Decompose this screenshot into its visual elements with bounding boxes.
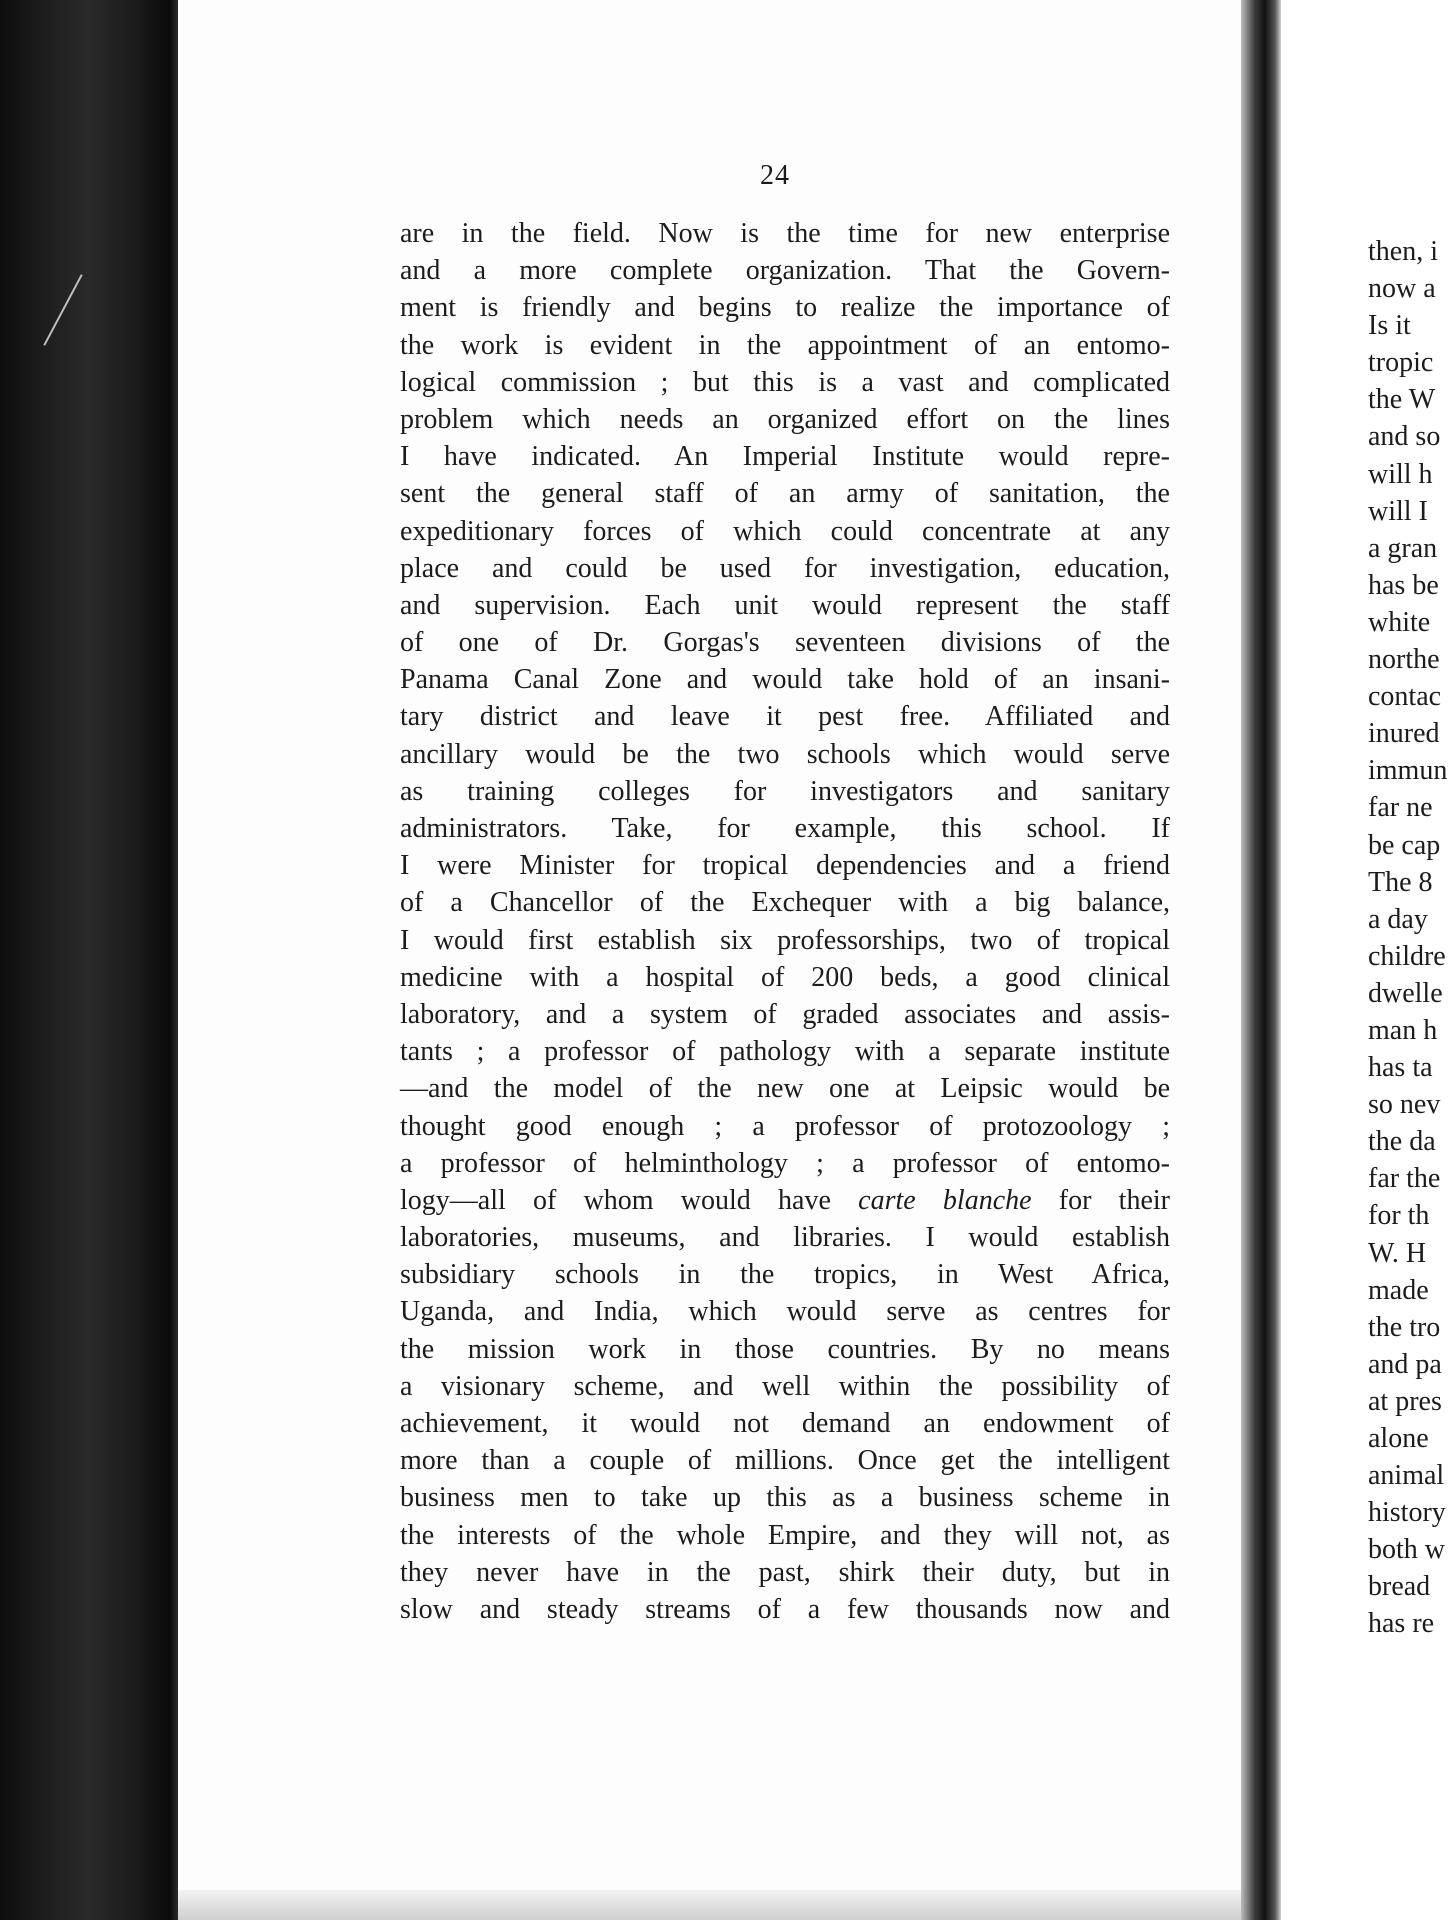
text-line: far ne [1368,792,1433,824]
italic-phrase: carte blanche [858,1184,1032,1216]
text-line: at pres [1368,1385,1442,1417]
text-line: has ta [1368,1052,1433,1084]
text-line: ment is friendly and begins to realize the importance of [400,292,1170,324]
text-line: contac [1368,681,1442,713]
text-line: animal [1368,1460,1445,1492]
text-line: dwelle [1368,977,1443,1009]
text-span: logy—all of whom would have [400,1184,859,1216]
text-line: a professor of helminthology ; a professor of entomo- [400,1147,1170,1179]
text-line: logical commission ; but this is a vast and complicated [400,366,1170,398]
text-line: inured [1368,718,1440,750]
text-line: will h [1368,458,1433,490]
text-line: medicine with a hospital of 200 beds, a good clinical [400,961,1170,993]
text-line: tants ; a professor of pathology with a separate institute [400,1036,1170,1068]
text-line: laboratory, and a system of graded associates and assis- [400,998,1170,1030]
text-line: as training colleges for investigators and sanitary [400,775,1170,807]
right-page-body-text [1368,233,1448,1643]
text-line: the mission work in those countries. By no means [400,1333,1170,1365]
page-gutter [1241,0,1281,1920]
page-bottom-edge [178,1890,1241,1920]
text-line: now a [1368,273,1436,305]
text-line: and so [1368,421,1441,453]
text-line: Is it [1368,310,1411,342]
text-line: more than a couple of millions. Once get the intelligent [400,1445,1170,1477]
text-line: and pa [1368,1348,1442,1380]
book-binding [0,0,178,1920]
text-line: I would first establish six professorships, two of tropical [400,924,1170,956]
text-line: administrators. Take, for example, this school. If [400,813,1170,844]
text-line: a gran [1368,532,1438,564]
text-line: place and could be used for investigation, education, [400,552,1170,584]
text-line: white [1368,606,1431,638]
text-line: immun [1368,755,1448,787]
text-line: for th [1368,1200,1430,1232]
text-line [400,1182,1170,1219]
text-line: a visionary scheme, and well within the possibility of [400,1370,1170,1402]
text-line: are in the field. Now is the time for new enterprise [400,218,1170,249]
text-span: for their [1031,1184,1170,1216]
text-line: they never have in the past, shirk their duty, but in [400,1556,1170,1588]
text-line: bread [1368,1571,1431,1603]
text-line: man h [1368,1014,1438,1046]
text-line: tropic [1368,347,1434,379]
text-line: then, i [1368,236,1438,267]
text-line: history [1368,1497,1446,1529]
text-line: expeditionary forces of which could concentrate at any [400,515,1170,547]
text-line: achievement, it would not demand an endowment of [400,1408,1170,1439]
text-line: made [1368,1274,1429,1306]
text-line: a day [1368,903,1428,935]
text-line: both w [1368,1534,1445,1566]
text-line: subsidiary schools in the tropics, in West Africa, [400,1259,1170,1291]
text-line: the work is evident in the appointment of an entomo- [400,329,1170,361]
text-line: the da [1368,1126,1436,1158]
text-line: ancillary would be the two schools which would serve [400,738,1170,770]
text-line: the interests of the whole Empire, and they will not, as [400,1519,1170,1551]
text-line: of one of Dr. Gorgas's seventeen divisions of the [400,627,1170,659]
text-line: so nev [1368,1089,1441,1121]
text-line: Uganda, and India, which would serve as centres for [400,1296,1170,1328]
text-line: and a more complete organization. That the Govern- [400,255,1170,287]
text-line: has be [1368,569,1439,601]
text-line: has re [1368,1608,1435,1640]
text-line: Panama Canal Zone and would take hold of an insani- [400,664,1170,696]
page-number: 24 [760,160,790,191]
text-line: sent the general staff of an army of sanitation, the [400,478,1170,510]
text-line: The 8 [1368,866,1433,898]
text-line: the tro [1368,1311,1441,1343]
text-line: the W [1368,384,1436,416]
left-page-body-text [400,215,1170,1628]
text-line: —and the model of the new one at Leipsic would be [400,1073,1170,1105]
text-line: be cap [1368,829,1441,861]
text-line: of a Chancellor of the Exchequer with a big balance, [400,887,1170,919]
text-line: business men to take up this as a business scheme in [400,1482,1170,1514]
text-line: I have indicated. An Imperial Institute would repre- [400,441,1170,473]
text-line: will I [1368,495,1428,527]
text-line: childre [1368,940,1446,972]
text-line: I were Minister for tropical dependencies and a friend [400,850,1170,882]
text-line: thought good enough ; a professor of protozoology ; [400,1110,1170,1142]
text-line: tary district and leave it pest free. Affiliated and [400,701,1170,733]
text-line: laboratories, museums, and libraries. I would establish [400,1222,1170,1254]
text-line: alone [1368,1423,1429,1454]
text-line: northe [1368,644,1440,676]
text-line: far the [1368,1163,1441,1195]
text-line: problem which needs an organized effort on the lines [400,403,1170,435]
text-line: slow and steady streams of a few thousands now and [400,1593,1170,1625]
text-line: W. H [1368,1237,1427,1269]
text-line: and supervision. Each unit would represent the staff [400,589,1170,621]
